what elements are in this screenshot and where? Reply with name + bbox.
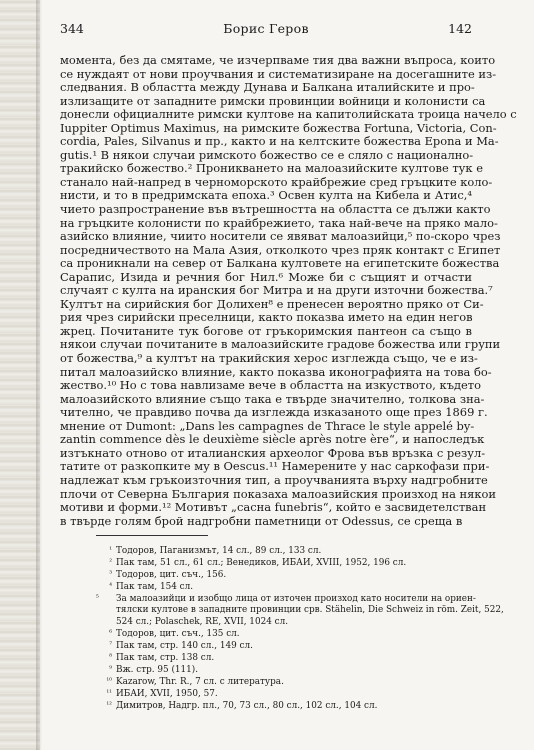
text-line: питал малоазийско влияние, както показва иконографията на това бо- bbox=[60, 364, 492, 379]
book-binding-shadow bbox=[0, 0, 40, 750]
text-line: станало най-напред в черноморското крайбрежие сред гръцките коло- bbox=[60, 174, 493, 189]
text-line: чително, че правдиво почва да изглежда изказаното още през 1869 г. bbox=[60, 405, 488, 420]
footnote-number: ² bbox=[109, 558, 112, 567]
footnote-number: ¹ bbox=[109, 546, 112, 554]
text-line: жрец. Почитаните тук богове от гръкоримския пантеон са също в bbox=[60, 323, 472, 338]
footnote-text: ИБАИ, XVII, 1950, 57. bbox=[116, 689, 218, 700]
footnote-number: ³ bbox=[109, 570, 112, 579]
footnote-number: ¹¹ bbox=[106, 689, 112, 698]
text-line: тракийско божество.² Проникването на малоазийските култове тук е bbox=[60, 161, 483, 176]
footnotes bbox=[96, 545, 504, 712]
footnote bbox=[96, 593, 476, 605]
body-text bbox=[60, 53, 517, 528]
footnote bbox=[96, 628, 472, 640]
text-line: Сарапис, Изида и речния бог Нил.⁶ Може би с същият и отчасти bbox=[60, 269, 472, 284]
text-line: посредничеството на Мала Азия, отколкото чрез пряк контакт с Египет bbox=[60, 242, 501, 257]
footnote-text: Пак там, 51 сл., 61 сл.; Венедиков, ИБАИ, XVIII, 1952, 196 сл. bbox=[116, 558, 407, 569]
footnote-number: ¹² bbox=[106, 701, 112, 710]
footnote-text: Kazarow, Thr. R., 7 сл. с литература. bbox=[116, 677, 284, 688]
footnote bbox=[96, 545, 472, 557]
running-title: Борис Геров bbox=[223, 21, 309, 36]
footnote-number: ⁸ bbox=[109, 652, 112, 661]
footnote bbox=[96, 557, 472, 569]
footnote-number: ¹⁰ bbox=[106, 677, 112, 686]
text-line: на гръцките колонисти по крайбрежието, така най-вече на пряко мало- bbox=[60, 215, 498, 230]
footnote-text: За малоазийци и изобщо лица от източен произход като носители на ориен- bbox=[116, 594, 476, 605]
text-line: Iuppiter Optimus Maximus, на римските божества Fortuna, Victoria, Con- bbox=[60, 120, 497, 135]
text-line: gutis.¹ В някои случаи римското божество се е сляло с национално- bbox=[60, 147, 474, 162]
text-line: нисти, и то в предримската епоха.³ Освен култа на Кибела и Атис,⁴ bbox=[60, 188, 472, 203]
footnote-text: Димитров, Надгр. пл., 70, 73 сл., 80 сл., 102 сл., 104 сл. bbox=[116, 701, 378, 712]
footnote bbox=[96, 664, 472, 676]
page-number-right: 142 bbox=[448, 21, 472, 36]
text-line: следвания. В областта между Дунава и Балкана италийските и про- bbox=[60, 80, 475, 95]
footnote-text: Пак там, стр. 140 сл., 149 сл. bbox=[116, 640, 253, 651]
footnote-text: Тодоров, цит. съч., 156. bbox=[116, 570, 227, 581]
footnote bbox=[96, 676, 472, 688]
text-line: изтъкнато отново от италианския археолог Фрова във връзка с резул- bbox=[60, 445, 486, 460]
footnote-number: ⁴ bbox=[109, 582, 112, 591]
footnote-number: ⁵ bbox=[96, 594, 99, 603]
footnote-text: Вж. стр. 95 (111). bbox=[116, 664, 199, 675]
footnote bbox=[96, 640, 472, 652]
text-line: Култът на сирийския бог Долихен⁸ е пренесен вероятно пряко от Си- bbox=[60, 296, 484, 311]
footnote bbox=[96, 569, 472, 581]
footnote-number: ⁹ bbox=[109, 664, 112, 673]
footnote-text: Тодоров, цит. съч., 135 сл. bbox=[116, 628, 240, 639]
text-line: малоазийското влияние също така е твърде значително, толкова зна- bbox=[60, 391, 485, 406]
footnote bbox=[96, 688, 472, 700]
text-line: жество.¹⁰ Но с това навлизаме вече в областта на изкуството, където bbox=[60, 378, 481, 393]
text-line: случаят с култа на иранския бог Митра и на други източни божества.⁷ bbox=[60, 283, 493, 298]
text-line: zantin commence dès le deuxième siècle après notre ère“, и напоследък bbox=[60, 432, 485, 447]
text-line: татите от разкопките му в Oescus.¹¹ Намерените у нас саркофази при- bbox=[60, 459, 490, 474]
footnote-text: тялски култове в западните провинции срв. Stähelin, Die Schweiz in röm. Zeit, 522, bbox=[116, 605, 504, 616]
text-line: от божества,⁹ а култът на тракийския херос изглежда също, че е из- bbox=[60, 351, 478, 366]
text-line: излизащите от западните римски провинции войници и колонисти са bbox=[60, 93, 486, 108]
page-header bbox=[60, 21, 472, 41]
footnote-text: Пак там, 154 сл. bbox=[116, 582, 194, 593]
text-line: в твърде голям брой надгробни паметници от Odessus, се среща в bbox=[60, 513, 463, 528]
footnote-number: ⁶ bbox=[109, 628, 112, 637]
text-line: някои случаи почитаните в малоазийските градове божества или групи bbox=[60, 337, 501, 352]
text-line: момента, без да смятаме, че изчерпваме тия два важни въпроса, които bbox=[60, 53, 496, 67]
text-line: азийско влияние, чиито носители се явяват малоазийци,⁵ по-скоро чрез bbox=[60, 229, 501, 244]
footnote bbox=[96, 617, 472, 628]
footnote bbox=[96, 652, 472, 664]
footnote-text: Пак там, стр. 138 сл. bbox=[116, 652, 215, 663]
text-line: са проникнали на север от Балкана култовете на египетските божества bbox=[60, 256, 500, 271]
footnote bbox=[96, 605, 504, 616]
text-line: мотиви и форми.¹² Мотивът „сасна funebris“, който е засвидетелстван bbox=[60, 500, 487, 515]
text-line: донесли официалните римски култове на капитолийската троица начело с bbox=[60, 107, 517, 122]
text-line: се нуждаят от нови проучвания и систематизиране на досегашните из- bbox=[60, 66, 497, 81]
footnote bbox=[96, 581, 472, 593]
text-line: плочи от Северна България показаха малоазийския произход на някои bbox=[60, 486, 497, 501]
footnote-text: Тодоров, Паганизмът, 14 сл., 89 сл., 133 сл. bbox=[116, 546, 322, 556]
footnote bbox=[96, 700, 472, 712]
text-line: cordia, Pales, Silvanus и пр., както и на келтските божества Epona и Ma- bbox=[60, 134, 499, 149]
footnote-text: 524 сл.; Polaschek, RE, XVII, 1024 сл. bbox=[116, 616, 289, 627]
text-line: мнение от Dumont: „Dans les campagnes de Thrace le style appelé by- bbox=[60, 418, 475, 433]
text-line: чието разпространение във вътрешността на областта се дължи както bbox=[60, 202, 491, 217]
text-line: надлежат към гръкоизточния тип, а проучванията върху надгробните bbox=[60, 472, 488, 487]
footnote-separator bbox=[96, 535, 208, 536]
binding-edge bbox=[36, 0, 42, 750]
page-number-left: 344 bbox=[60, 21, 84, 36]
footnote-number: ⁷ bbox=[109, 640, 112, 649]
text-line: рия чрез сирийски преселници, както показва името на един негов bbox=[60, 310, 473, 325]
